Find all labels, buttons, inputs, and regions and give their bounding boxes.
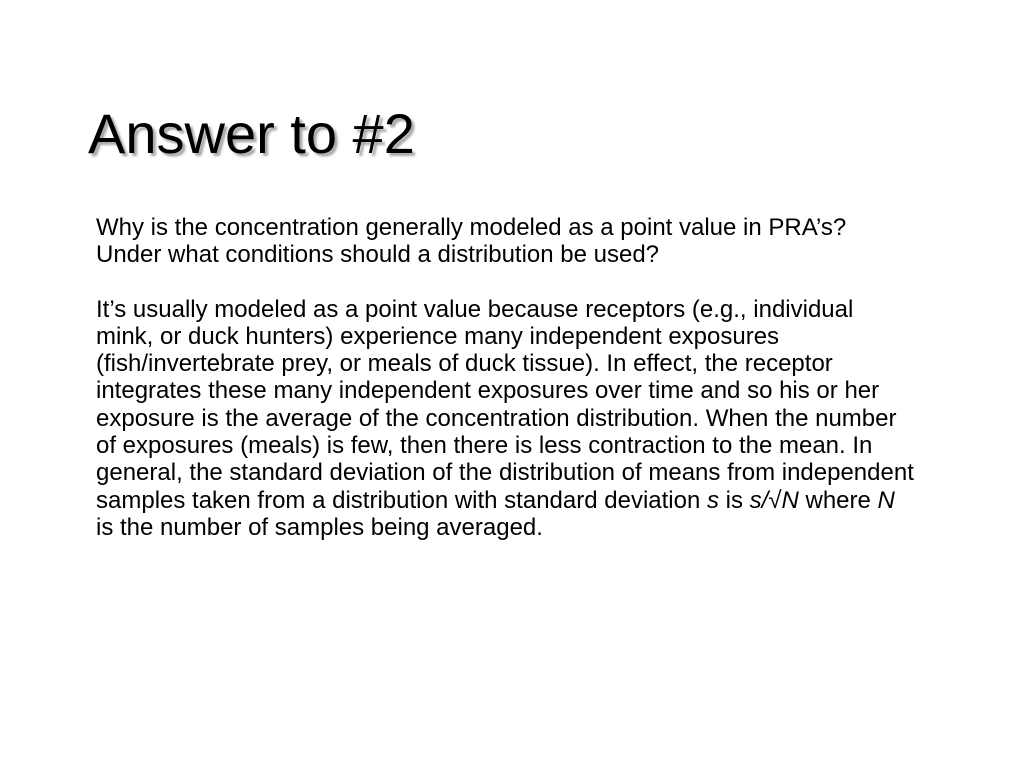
answer-paragraph [96, 296, 916, 542]
slide-title: Answer to #2 [88, 102, 415, 165]
question-text: Why is the concentration generally modeled as a point value in PRA’s? Under what conditions should a distribution be used? [96, 214, 847, 269]
answer-text-part-4: is the number of samples being averaged. [96, 513, 543, 541]
answer-text-part-2: is [718, 486, 750, 514]
answer-text-part-3: where [798, 486, 878, 514]
variable-s: s [706, 486, 719, 514]
variable-n: N [877, 486, 895, 514]
answer-text-part-1: It’s usually modeled as a point value because receptors (e.g., individual mink, or duck hunters) experience many independent exposures (fish/invertebrate prey, or meals of duck tissue). In effect, the receptor integrates these many independent exposures over time and so his or her exposure is the average of the concentration distribution. When the number of exposures (meals) is few, then there is less contraction to the mean. In general, the standard deviation of the distribution of means from independent samples taken from a distribution with standard deviation [96, 295, 914, 514]
slide-body [96, 214, 916, 541]
formula-s-over-root-n: s/√N [749, 486, 799, 514]
